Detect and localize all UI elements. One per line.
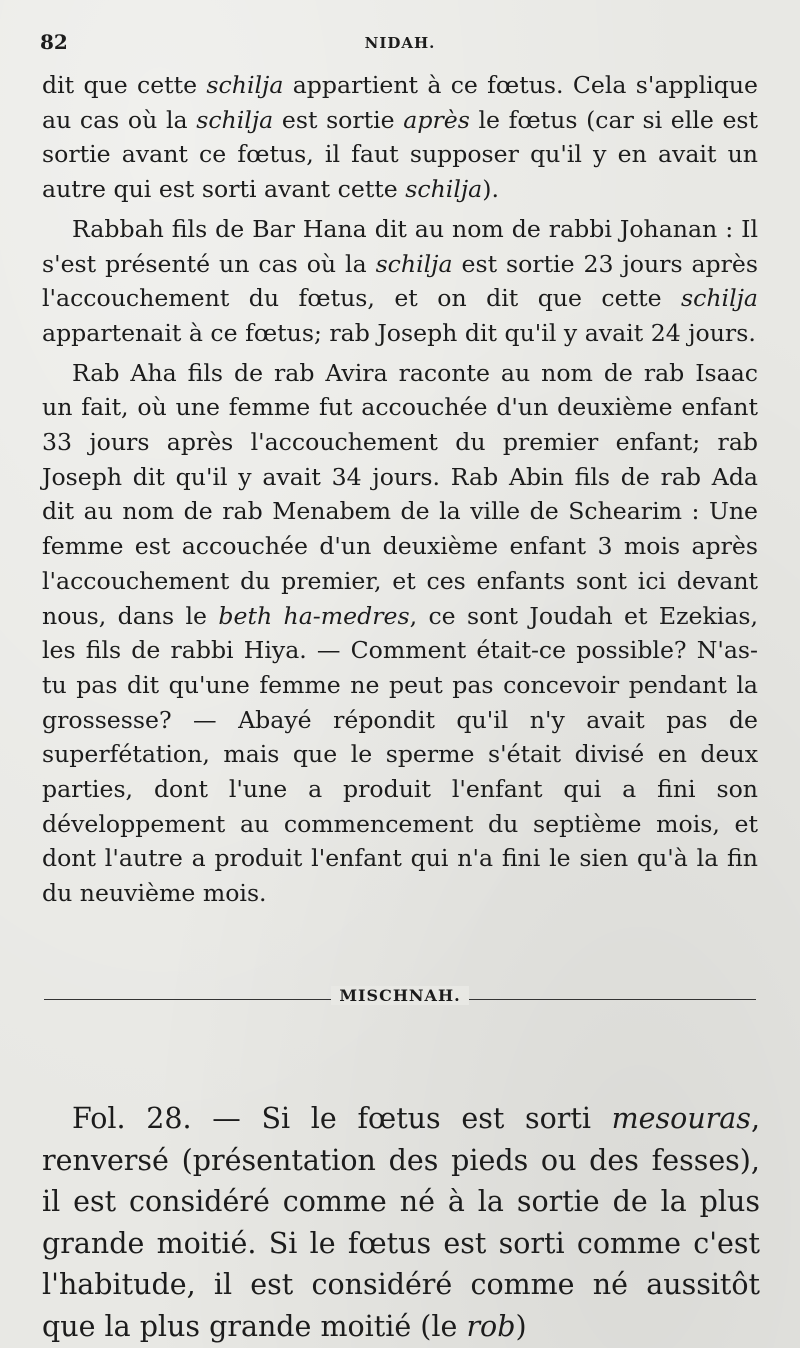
page-number: 82	[40, 30, 68, 54]
section-heading	[44, 986, 756, 1016]
section-title-text: MISCHNAH.	[331, 986, 468, 1005]
text-run: est sortie	[273, 105, 404, 134]
italic-term: après	[403, 105, 470, 134]
text-run: Rabbah fils de Bar Hana dit au nom de rabbi Johanan : Il s'est présenté un cas où la	[42, 214, 758, 278]
text-run: , renversé (présentation des pieds ou des fesses), il est considéré comme né à la sortie de la plus grande moitié. Si le fœtus est sorti comme c'est l'habitude, il est considéré comme né aussitôt que la plus grande moitié (le	[42, 1102, 760, 1343]
body-text	[42, 68, 758, 911]
section-title	[44, 986, 756, 1005]
italic-term: mesouras	[611, 1102, 751, 1135]
italic-term: schilja	[206, 71, 284, 99]
mishnah-paragraph	[42, 1098, 760, 1347]
italic-term: beth ha-medres	[218, 601, 410, 630]
mishnah-text	[42, 1098, 760, 1347]
italic-term: rob	[466, 1309, 516, 1343]
running-head: NIDAH.	[364, 34, 436, 52]
paragraph-2	[42, 212, 758, 351]
text-run: , ce sont Joudah et Ezekias, les fils de rabbi Hiya. — Comment était-ce possible? N'as-tu pas dit qu'une femme ne peut pas concevoir pendant la grossesse? — Abayé répondit qu'il n'y avait pas de superfétation, mais que le sperme s'était divisé en deux parties, dont l'une a produit l'enfant qui a fini son développement au commencement du septième mois, et dont l'autre a produit l'enfant qui n'a fini le sien qu'à la fin du neuvième mois.	[42, 601, 759, 908]
text-run: ).	[482, 175, 499, 204]
text-run: appartenait à ce fœtus; rab Joseph dit qu'il y avait 24 jours.	[42, 318, 756, 347]
text-run: appartient à ce fœtus. Cela s'applique au cas où la	[42, 71, 758, 134]
text-run: dit que cette	[42, 71, 207, 99]
text-run: Fol. 28. — Si le fœtus est sorti	[72, 1102, 612, 1135]
text-run: )	[515, 1309, 527, 1343]
text-run: est sortie 23 jours après l'accouchement du fœtus, et on dit que cette	[42, 249, 758, 313]
page-header	[40, 30, 760, 60]
italic-term: schilja	[196, 105, 274, 134]
text-run: Rab Aha fils de rab Avira raconte au nom de rab Isaac un fait, où une femme fut accouchée d'un deuxième enfant 33 jours après l'accouchement du premier enfant; rab Joseph dit qu'il y avait 34 jours. Rab Abin fils de rab Ada dit au nom de rab Menabem de la ville de Schearim : Une femme est accouchée d'un deuxième enfant 3 mois après l'accouchement du premier, et ces enfants sont ici devant nous, dans le	[42, 358, 758, 630]
text-run: le fœtus (car si elle est sortie avant ce fœtus, il faut supposer qu'il y en avait un autre qui est sorti avant cette	[42, 105, 759, 204]
paragraph-3	[42, 356, 758, 911]
italic-term: schilja	[375, 249, 453, 278]
italic-term: schilja	[681, 284, 758, 313]
paragraph-1	[42, 68, 758, 207]
italic-term: schilja	[405, 175, 483, 204]
